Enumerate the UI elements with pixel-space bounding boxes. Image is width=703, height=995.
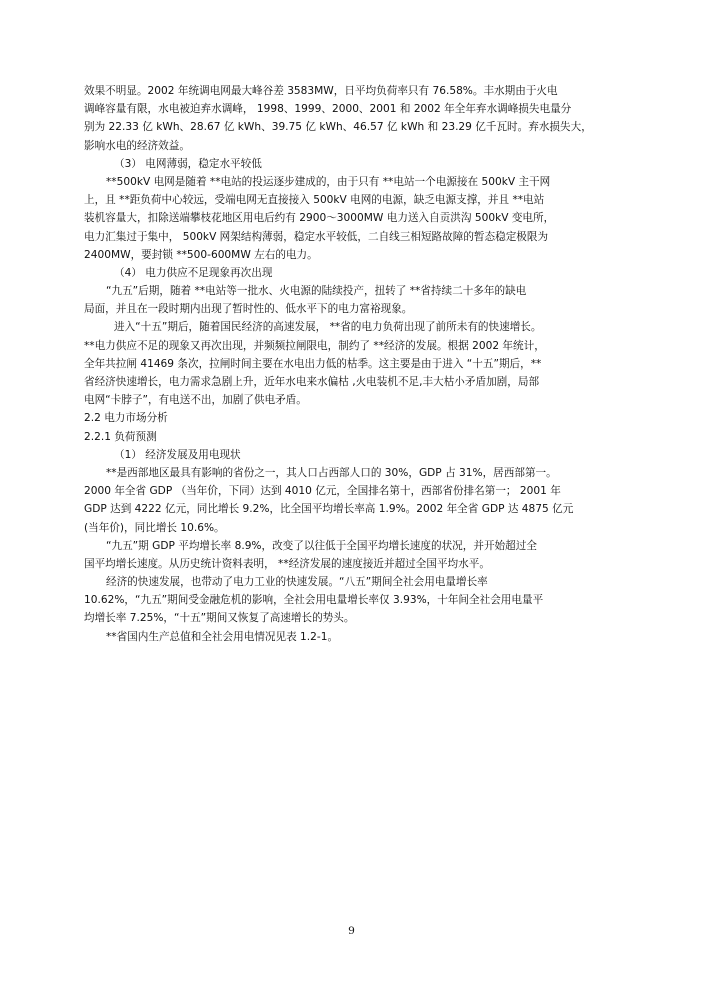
text-line: 2400MW，要封锁 **500-600MW 左右的电力。: [84, 248, 318, 261]
section-heading: 2.2 电力市场分析: [84, 412, 168, 425]
subsection-heading: （1） 经济发展及用电现状: [114, 448, 241, 461]
text-line: **省国内生产总值和全社会用电情况见表 1.2-1。: [106, 630, 339, 643]
text-line: 均增长率 7.25%，“十五”期间又恢复了高速增长的势头。: [84, 612, 355, 625]
text-line: 全年共拉闸 41469 条次，拉闸时间主要在水电出力低的枯季。这主要是由于进入 “十五”期后，**: [84, 357, 542, 370]
page-number: 9: [348, 925, 355, 937]
text-line: 省经济快速增长，电力需求急剧上升，近年水电来水偏枯 ,火电装机不足,丰大枯小矛盾加剧，局部: [84, 376, 540, 388]
text-line: 调峰容量有限，水电被迫弃水调峰， 1998、1999、2000、2001 和 2002 年全年弃水调峰损失电量分: [84, 103, 572, 116]
text-line: **是西部地区最具有影响的省份之一，其人口占西部人口的 30%，GDP 占 31%，居西部第一。: [106, 466, 557, 479]
text-line: 2000 年全省 GDP （当年价，下同）达到 4010 亿元，全国排名第十，西部省份排名第一； 2001 年: [84, 485, 561, 498]
text-line: “九五”后期，随着 **电站等一批水、火电源的陆续投产，扭转了 **省持续二十多年的缺电: [106, 285, 527, 298]
text-line: 电网“卡脖子”，有电送不出，加剧了供电矛盾。: [84, 394, 307, 407]
text-line: GDP 达到 4222 亿元，同比增长 9.2%，比全国平均增长率高 1.9%。2002 年全省 GDP 达 4875 亿元: [84, 503, 574, 516]
text-line: 10.62%，“九五”期间受金融危机的影响，全社会用电量增长率仅 3.93%，十年间全社会用电量平: [84, 594, 544, 607]
text-line: 上，且 **距负荷中心较远，受端电网无直接接入 500kV 电网的电源，缺乏电源支撑，并且 **电站: [84, 194, 545, 207]
text-line: 别为 22.33 亿 kWh、28.67 亿 kWh、39.75 亿 kWh、46.57 亿 kWh 和 23.29 亿千瓦时。弃水损失大，: [84, 121, 592, 134]
subsection-heading: （4） 电力供应不足现象再次出现: [114, 266, 273, 279]
text-line: 局面，并且在一段时期内出现了暂时性的、低水平下的电力富裕现象。: [84, 303, 413, 316]
subsection-heading: （3） 电网薄弱，稳定水平较低: [114, 157, 262, 170]
section-heading: 2.2.1 负荷预测: [84, 430, 157, 443]
text-line: **500kV 电网是随着 **电站的投运逐步建成的，由于只有 **电站一个电源接在 500kV 主干网: [106, 175, 551, 188]
body-text: [84, 82, 622, 646]
text-line: 装机容量大，扣除送端攀枝花地区用电后约有 2900～3000MW 电力送入自贡洪沟 500kV 变电所，: [84, 212, 555, 225]
text-line: 电力汇集过于集中， 500kV 网架结构薄弱，稳定水平较低，二自线三相短路故障的暂态稳定极限为: [84, 230, 549, 243]
text-line: “九五”期 GDP 平均增长率 8.9%，改变了以往低于全国平均增长速度的状况，并开始超过全: [106, 539, 537, 552]
text-line: 经济的快速发展，也带动了电力工业的快速发展。“八五”期间全社会用电量增长率: [106, 576, 488, 589]
text-line: 国平均增长速度。从历史统计资料表明， **经济发展的速度接近并超过全国平均水平。: [84, 557, 490, 570]
text-line: **电力供应不足的现象又再次出现，并频频拉闸限电，制约了 **经济的发展。根据 2002 年统计，: [84, 339, 545, 352]
text-line: 进入“十五”期后，随着国民经济的高速发展， **省的电力负荷出现了前所未有的快速增长。: [114, 321, 542, 334]
text-line: 影响水电的经济效益。: [84, 139, 190, 152]
text-line: (当年价)，同比增长 10.6%。: [84, 521, 225, 534]
text-line: 效果不明显。2002 年统调电网最大峰谷差 3583MW，日平均负荷率只有 76.58%。丰水期由于火电: [84, 85, 558, 97]
